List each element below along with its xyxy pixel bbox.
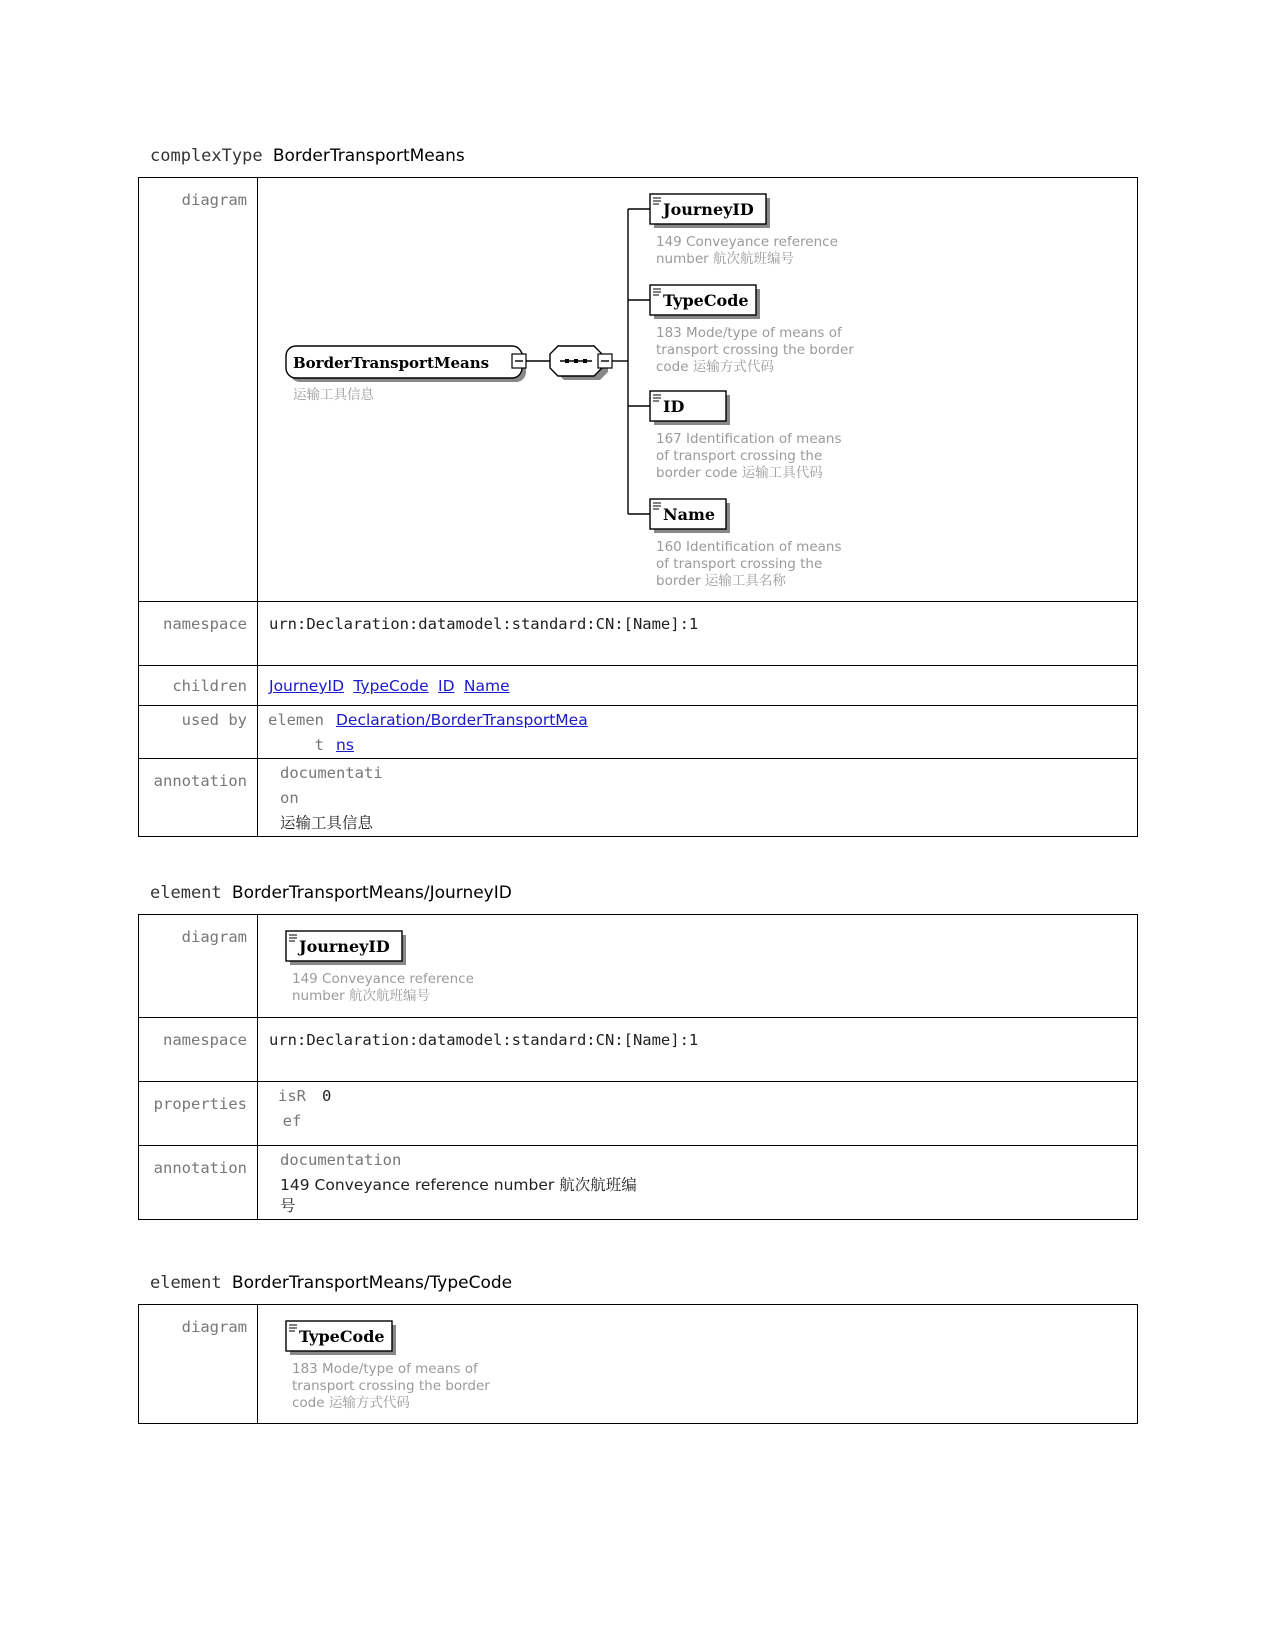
row-properties (139, 1082, 1138, 1146)
child-note-line: code 运输方式代码 (656, 359, 774, 375)
label-annotation: annotation (139, 759, 258, 837)
child-note-line: of transport crossing the (656, 448, 823, 464)
element-label: JourneyID (299, 937, 390, 956)
child-link-id[interactable]: ID (438, 677, 455, 695)
child-element-id[interactable] (650, 391, 730, 425)
child-note-line: border code 运输工具代码 (656, 465, 823, 481)
root-element-label: BorderTransportMeans (293, 354, 490, 372)
row-annotation (139, 1146, 1138, 1220)
row-used-by (139, 706, 1138, 759)
row-diagram (139, 1305, 1138, 1424)
element-label: TypeCode (299, 1327, 385, 1346)
child-note-line: transport crossing the border (656, 342, 854, 358)
documentation-text-cont: 号 (280, 1197, 296, 1215)
label-namespace: namespace (139, 602, 258, 666)
section-kind: complexType (150, 146, 263, 166)
property-key: isRef (278, 1087, 306, 1130)
label-diagram: diagram (139, 915, 258, 1018)
child-label: ID (663, 397, 685, 416)
child-note-line: of transport crossing the (656, 556, 823, 572)
section-kind: element (150, 1273, 222, 1293)
element-box-journeyid[interactable] (286, 931, 406, 965)
child-link-name[interactable]: Name (463, 677, 510, 695)
schema-diagram (258, 1305, 1138, 1424)
diagram-cell (258, 915, 1138, 1018)
children-links (258, 666, 1138, 706)
row-namespace (139, 1018, 1138, 1082)
schema-table-1 (138, 177, 1138, 837)
root-element-box[interactable] (286, 346, 526, 382)
schema-table-3 (138, 1304, 1138, 1424)
child-label: JourneyID (663, 200, 754, 219)
child-element-journeyid[interactable] (650, 194, 770, 228)
label-children: children (139, 666, 258, 706)
label-diagram: diagram (139, 178, 258, 602)
schema-table-2 (138, 914, 1138, 1220)
child-element-name[interactable] (650, 499, 730, 533)
label-used-by: used by (139, 706, 258, 759)
element-note-line: transport crossing the border (292, 1378, 490, 1394)
child-note-line: number 航次航班编号 (656, 251, 794, 267)
annotation-value (258, 1146, 1138, 1220)
section-name: BorderTransportMeans/TypeCode (231, 1273, 513, 1293)
section-title-2 (150, 883, 512, 903)
section-title-1 (150, 146, 465, 166)
sequence-compositor-icon[interactable] (550, 346, 612, 380)
child-note-line: 149 Conveyance reference (656, 234, 838, 250)
schema-diagram (258, 178, 1138, 602)
child-link-typecode[interactable]: TypeCode (353, 677, 429, 695)
documentation-text: 运输工具信息 (280, 814, 374, 832)
child-link-journeyid[interactable]: JourneyID (269, 677, 345, 695)
row-children (139, 666, 1138, 706)
used-by-value (258, 706, 1138, 759)
namespace-value: urn:Declaration:datamodel:standard:CN:[Name]:1 (258, 602, 1138, 666)
element-note-line: code 运输方式代码 (292, 1395, 410, 1411)
documentation-label: documentation (280, 764, 383, 807)
element-note-line: number 航次航班编号 (292, 988, 430, 1004)
diagram-cell (258, 178, 1138, 602)
label-properties: properties (139, 1082, 258, 1146)
used-by-key: element (268, 711, 324, 754)
label-namespace: namespace (139, 1018, 258, 1082)
label-annotation: annotation (139, 1146, 258, 1220)
element-box-typecode[interactable] (286, 1321, 396, 1355)
documentation-label: documentation (280, 1151, 402, 1169)
namespace-value: urn:Declaration:datamodel:standard:CN:[Name]:1 (258, 1018, 1138, 1082)
root-element-note: 运输工具信息 (293, 387, 374, 403)
property-value: 0 (322, 1087, 332, 1105)
row-annotation (139, 759, 1138, 837)
child-note-line: border 运输工具名称 (656, 573, 786, 589)
child-note-line: 160 Identification of means (656, 539, 842, 555)
element-note-line: 149 Conveyance reference (292, 971, 474, 987)
documentation-text: 149 Conveyance reference number 航次航班编 (280, 1176, 637, 1194)
child-note-line: 167 Identification of means (656, 431, 842, 447)
child-label: TypeCode (663, 291, 749, 310)
element-note-line: 183 Mode/type of means of (292, 1361, 478, 1377)
child-element-typecode[interactable] (650, 285, 760, 319)
annotation-value (258, 759, 1138, 837)
row-diagram (139, 915, 1138, 1018)
row-diagram (139, 178, 1138, 602)
properties-value (258, 1082, 1138, 1146)
section-name: BorderTransportMeans/JourneyID (231, 883, 512, 903)
diagram-cell (258, 1305, 1138, 1424)
used-by-link-cont[interactable]: ns (336, 736, 354, 754)
schema-diagram (258, 915, 1138, 1018)
label-diagram: diagram (139, 1305, 258, 1424)
section-title-3 (150, 1273, 512, 1293)
child-note-line: 183 Mode/type of means of (656, 325, 842, 341)
row-namespace (139, 602, 1138, 666)
child-label: Name (663, 505, 716, 524)
used-by-link[interactable]: Declaration/BorderTransportMea (336, 711, 588, 729)
section-kind: element (150, 883, 222, 903)
section-name: BorderTransportMeans (272, 146, 465, 166)
